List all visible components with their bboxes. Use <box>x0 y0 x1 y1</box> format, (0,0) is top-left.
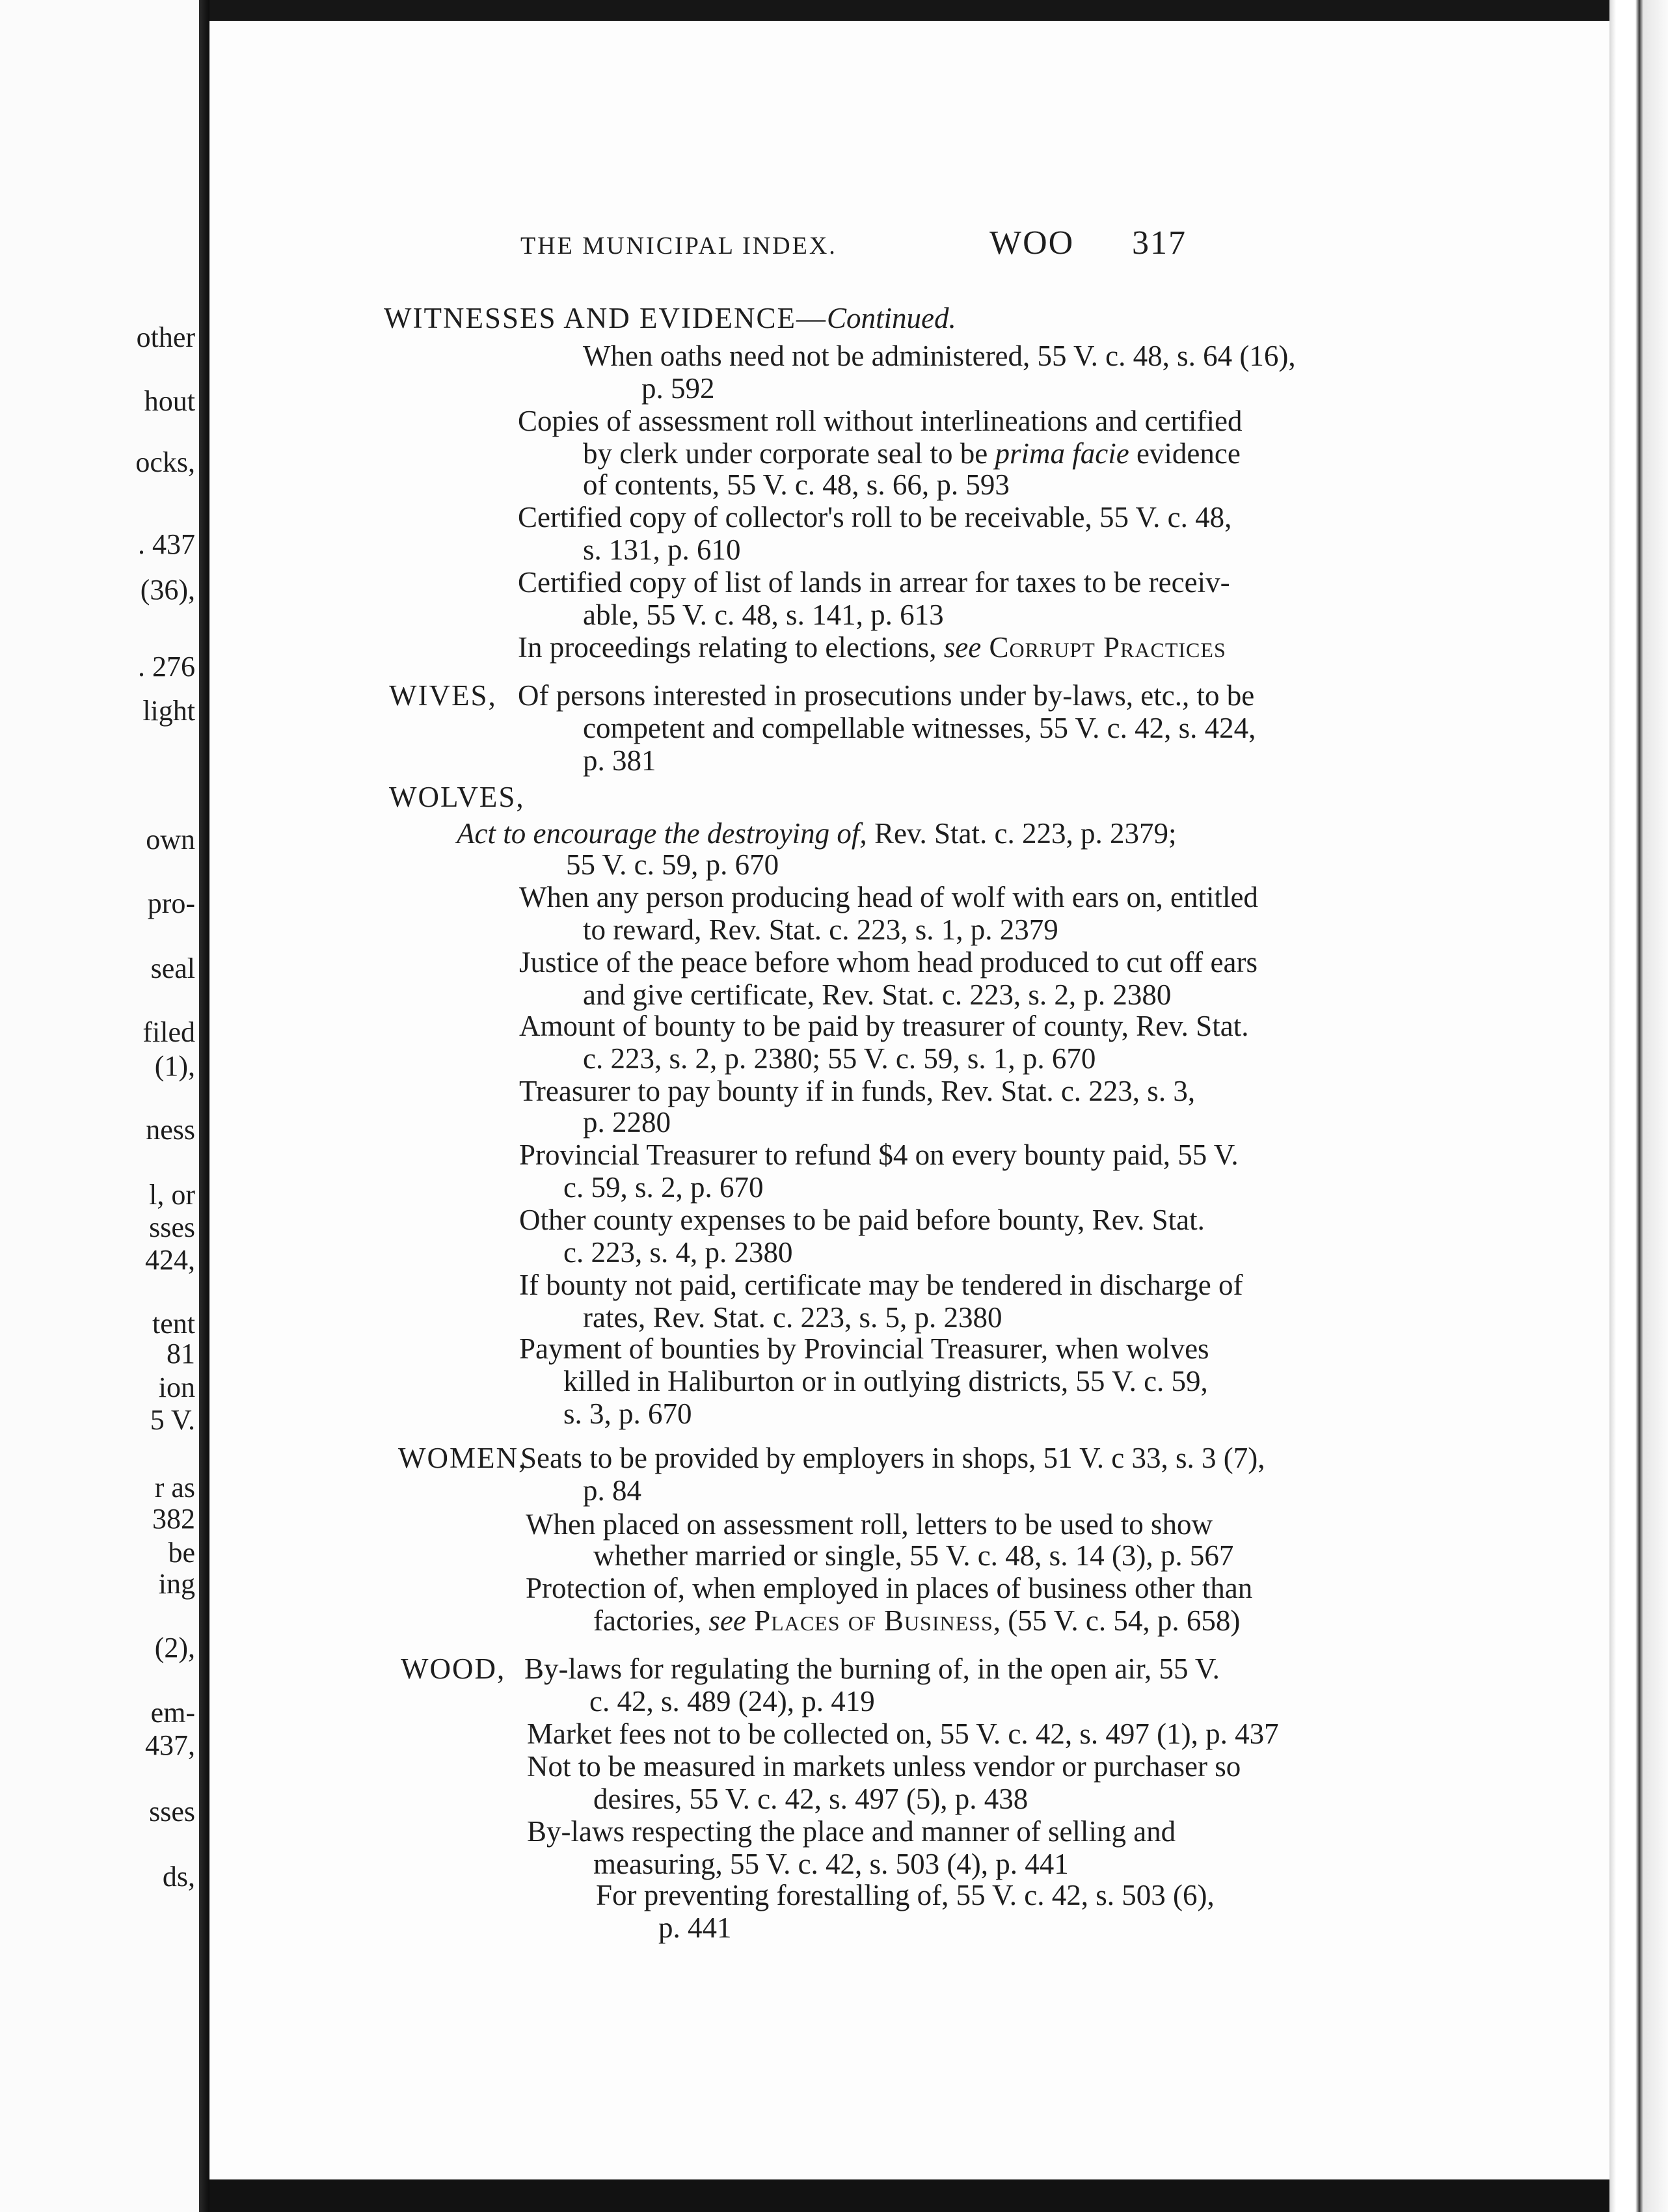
left-page-fragment: be <box>168 1537 195 1569</box>
entry-line: For preventing forestalling of, 55 V. c. 42, s. 503 (6), <box>596 1879 1215 1911</box>
entry-line: c. 42, s. 489 (24), p. 419 <box>589 1685 875 1718</box>
entry-line: Certified copy of collector's roll to be receivable, 55 V. c. 48, <box>518 501 1232 533</box>
book-gutter <box>199 0 209 2212</box>
left-page-fragment: hout <box>144 385 195 417</box>
left-page-fragment: sses <box>149 1211 195 1243</box>
left-page-fragment: 424, <box>145 1244 195 1276</box>
left-page-fragment: 382 <box>152 1503 195 1535</box>
left-page-fragment: tent <box>152 1308 195 1340</box>
left-page-fragment: . 276 <box>138 651 195 682</box>
entry-line: Provincial Treasurer to refund $4 on every bounty paid, 55 V. <box>519 1139 1239 1171</box>
entry-line: factories, see Places of Business, (55 V. c. 54, p. 658) <box>593 1604 1241 1637</box>
entry-line: When oaths need not be administered, 55 V. c. 48, s. 64 (16), <box>583 340 1296 372</box>
left-page-fragment: em- <box>150 1697 195 1729</box>
entry-line: to reward, Rev. Stat. c. 223, s. 1, p. 2379 <box>583 913 1058 946</box>
left-page-fragment: ds, <box>162 1861 195 1893</box>
left-page-fragment: filed <box>142 1016 195 1048</box>
entry-line: By-laws respecting the place and manner of selling and <box>527 1815 1176 1848</box>
left-page-fragment: ion <box>158 1371 195 1403</box>
entry-line: Market fees not to be collected on, 55 V. c. 42, s. 497 (1), p. 437 <box>527 1718 1279 1750</box>
left-facing-page <box>0 0 199 2212</box>
entry-line: s. 131, p. 610 <box>583 533 741 566</box>
left-page-fragment: other <box>136 321 195 353</box>
entry-line: whether married or single, 55 V. c. 48, s. 14 (3), p. 567 <box>593 1539 1234 1572</box>
entry-line: Certified copy of list of lands in arrear for taxes to be receiv- <box>518 566 1230 599</box>
entry-line: c. 223, s. 2, p. 2380; 55 V. c. 59, s. 1, p. 670 <box>583 1042 1096 1075</box>
entry-line: Payment of bounties by Provincial Treasurer, when wolves <box>519 1332 1209 1365</box>
left-page-fragment: ness <box>146 1114 195 1146</box>
left-page-fragment: light <box>142 695 195 727</box>
entry-line: p. 592 <box>641 372 715 405</box>
entry-line: 55 V. c. 59, p. 670 <box>566 848 779 881</box>
entry-line: c. 59, s. 2, p. 670 <box>563 1171 764 1204</box>
entry-heading: WIVES, <box>389 679 497 712</box>
entry-line: Protection of, when employed in places of business other than <box>526 1572 1253 1604</box>
entry-line: When placed on assessment roll, letters to be used to show <box>526 1508 1213 1541</box>
page-right-edge <box>1609 0 1668 2212</box>
entry-line: desires, 55 V. c. 42, s. 497 (5), p. 438 <box>593 1783 1029 1815</box>
left-page-fragment: 81 <box>167 1338 195 1369</box>
left-page-fragment: (2), <box>154 1632 195 1664</box>
entry-line: measuring, 55 V. c. 42, s. 503 (4), p. 441 <box>593 1848 1069 1880</box>
entry-line: p. 441 <box>658 1911 732 1944</box>
entry-heading: WOOD, <box>401 1652 506 1685</box>
left-page-fragment: l, or <box>149 1179 195 1211</box>
page-number: 317 <box>1132 224 1187 262</box>
entry-line: p. 381 <box>583 744 656 777</box>
entry-line: Not to be measured in markets unless vendor or purchaser so <box>527 1750 1241 1783</box>
entry-line: p. 84 <box>583 1474 641 1507</box>
entry-line: Seats to be provided by employers in shops, 51 V. c 33, s. 3 (7), <box>520 1442 1265 1474</box>
left-page-fragment: ocks, <box>135 446 195 478</box>
left-page-fragment: r as <box>154 1472 195 1504</box>
entry-line: Act to encourage the destroying of, Rev. Stat. c. 223, p. 2379; <box>457 817 1177 850</box>
entry-line: Justice of the peace before whom head produced to cut off ears <box>519 946 1258 978</box>
entry-heading: WITNESSES AND EVIDENCE—Continued. <box>384 302 956 334</box>
entry-line: Treasurer to pay bounty if in funds, Rev. Stat. c. 223, s. 3, <box>519 1075 1196 1107</box>
entry-line: rates, Rev. Stat. c. 223, s. 5, p. 2380 <box>583 1301 1002 1334</box>
entry-line: By-laws for regulating the burning of, in the open air, 55 V. <box>524 1652 1220 1685</box>
entry-line: competent and compellable witnesses, 55 V. c. 42, s. 424, <box>583 712 1256 744</box>
entry-line: Copies of assessment roll without interlineations and certified <box>518 405 1243 437</box>
left-page-fragment: 437, <box>145 1729 195 1761</box>
entry-line: c. 223, s. 4, p. 2380 <box>563 1236 793 1269</box>
left-page-fragment: (36), <box>140 574 195 606</box>
entry-line: of contents, 55 V. c. 48, s. 66, p. 593 <box>583 468 1010 501</box>
entry-line: Amount of bounty to be paid by treasurer of county, Rev. Stat. <box>519 1010 1249 1042</box>
entry-heading: WOLVES, <box>389 781 525 813</box>
page-bottom-edge <box>209 2179 1609 2212</box>
section-key: WOO <box>989 224 1075 262</box>
entry-line: Of persons interested in prosecutions under by-laws, etc., to be <box>518 679 1255 712</box>
running-title: THE MUNICIPAL INDEX. <box>520 232 837 260</box>
entry-line: able, 55 V. c. 48, s. 141, p. 613 <box>583 599 944 631</box>
entry-line: p. 2280 <box>583 1106 671 1139</box>
left-page-fragment: sses <box>149 1796 195 1828</box>
entry-line: In proceedings relating to elections, see Corrupt Practices <box>518 631 1226 664</box>
entry-line: If bounty not paid, certificate may be tendered in discharge of <box>519 1269 1243 1301</box>
left-page-fragment: ing <box>158 1568 195 1600</box>
left-page-fragment: seal <box>150 952 195 984</box>
entry-heading: WOMEN, <box>398 1442 528 1474</box>
entry-line: Other county expenses to be paid before bounty, Rev. Stat. <box>519 1204 1205 1236</box>
entry-line: by clerk under corporate seal to be prima facie evidence <box>583 437 1241 470</box>
entry-line: When any person producing head of wolf with ears on, entitled <box>519 881 1258 913</box>
left-page-fragment: (1), <box>154 1050 195 1082</box>
left-page-fragment: pro- <box>147 887 195 919</box>
entry-line: and give certificate, Rev. Stat. c. 223, s. 2, p. 2380 <box>583 978 1172 1011</box>
entry-line: s. 3, p. 670 <box>563 1397 692 1430</box>
left-page-fragment: . 437 <box>138 528 195 560</box>
left-page-fragment: own <box>146 824 195 856</box>
left-page-fragment: 5 V. <box>150 1404 195 1436</box>
entry-line: killed in Haliburton or in outlying districts, 55 V. c. 59, <box>563 1365 1208 1397</box>
